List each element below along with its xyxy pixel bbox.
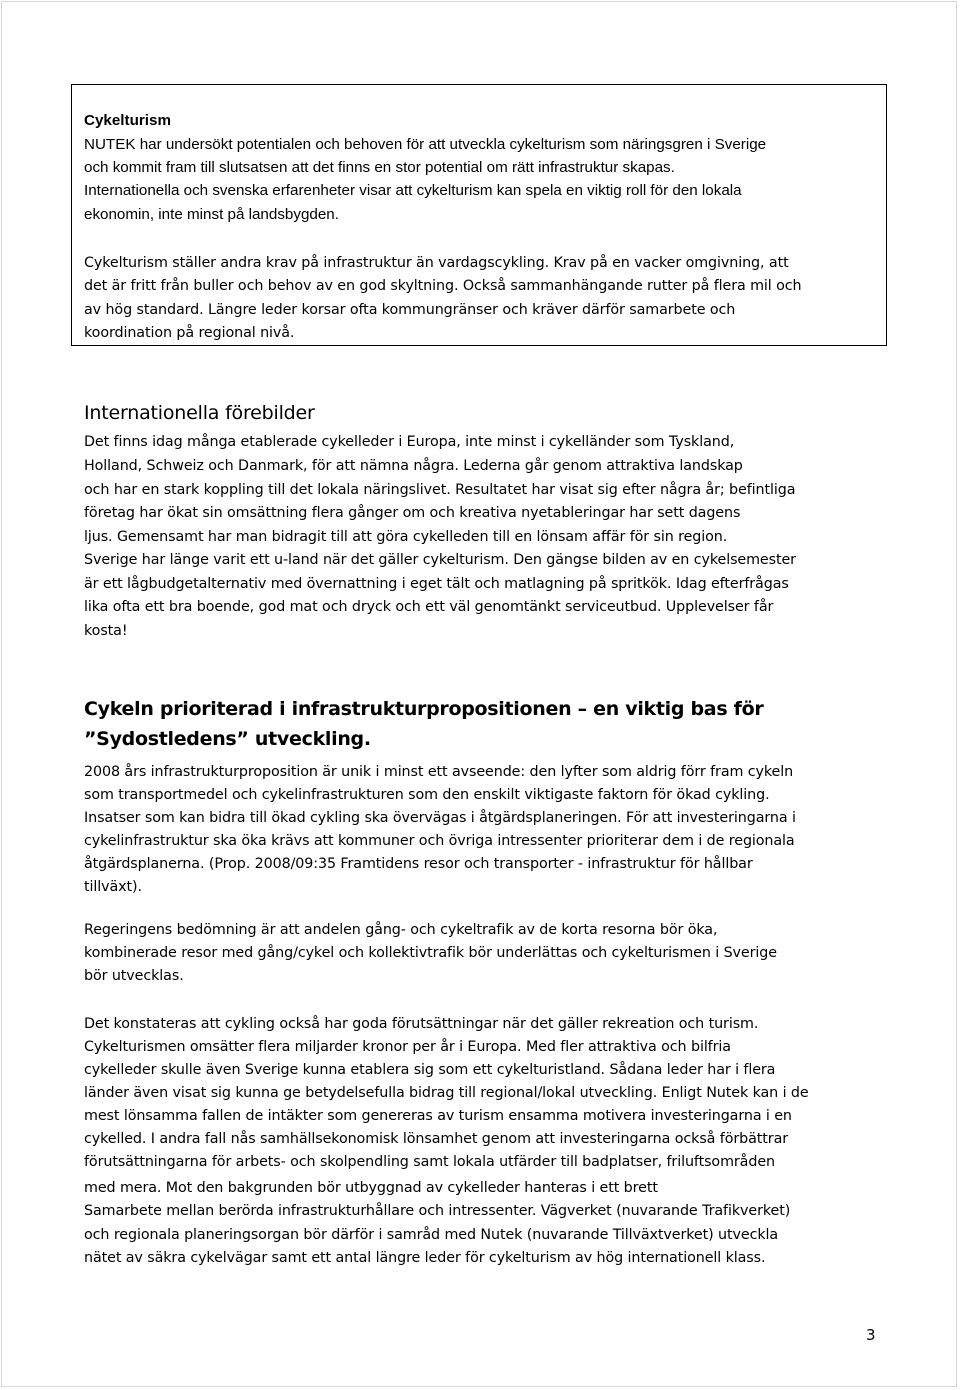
section2-para2-line: Regeringens bedömning är att andelen gång- och cykeltrafik av de korta resorna bör öka, <box>84 922 718 938</box>
box-para1-line: och kommit fram till slutsatsen att det finns en stor potential om rätt infrastruktur skapas. <box>84 159 675 176</box>
section1-line: Det finns idag många etablerade cykelleder i Europa, inte minst i cykelländer som Tyskland, <box>84 434 735 450</box>
section2-para1-line: som transportmedel och cykelinfrastrukturen som den enskilt viktigaste faktorn för ökad cykling. <box>84 787 770 803</box>
box-para2-line: det är fritt från buller och behov av en god skyltning. Också sammanhängande rutter på flera mil och <box>84 278 802 294</box>
box-para2-line: koordination på regional nivå. <box>84 325 295 341</box>
section2-para3-line: Det konstateras att cykling också har goda förutsättningar när det gäller rekreation och turism. <box>84 1016 759 1032</box>
section2-para1-line: 2008 års infrastrukturproposition är unik i minst ett avseende: den lyfter som aldrig förr fram cykeln <box>84 764 794 780</box>
section2-para3-line: och regionala planeringsorgan bör därför i samråd med Nutek (nuvarande Tillväxtverket) utveckla <box>84 1227 779 1243</box>
section2-para1-line: cykelinfrastruktur ska öka krävs att kommuner och övriga intressenter prioriterar dem i de regionala <box>84 833 795 849</box>
section1-heading: Internationella förebilder <box>84 402 315 424</box>
box-para2-line: av hög standard. Längre leder korsar ofta kommungränser och kräver därför samarbete och <box>84 302 736 318</box>
section2-para3-line: cykelled. I andra fall nås samhällsekonomisk lönsamhet genom att investeringarna också förbättrar <box>84 1131 789 1147</box>
box-para1-line: NUTEK har undersökt potentialen och behoven för att utveckla cykelturism som näringsgren i Sverige <box>84 136 767 153</box>
box-para1-line: Internationella och svenska erfarenheter visar att cykelturism kan spela en viktig roll för den lokala <box>84 182 742 199</box>
section2-para3-line: cykelleder skulle även Sverige kunna etablera sig som ett cykelturistland. Sådana leder har i flera <box>84 1062 776 1078</box>
box-para1-line: ekonomin, inte minst på landsbygden. <box>84 206 339 223</box>
section1-line: Sverige har länge varit ett u-land när det gäller cykelturism. Den gängse bilden av en cykelsemester <box>84 552 796 568</box>
section2-para3-line: länder även visat sig kunna ge betydelsefulla bidrag till regional/lokal utveckling. Enligt Nutek kan i de <box>84 1085 809 1101</box>
section2-para3-line: Samarbete mellan berörda infrastrukturhållare och intressenter. Vägverket (nuvarande Trafikverket) <box>84 1203 791 1219</box>
page-number: 3 <box>866 1326 876 1344</box>
section2-para3-line: nätet av säkra cykelvägar samt ett antal längre leder för cykelturism av hög internationell klass. <box>84 1250 766 1266</box>
section2-para3-line: mest lönsamma fallen de intäkter som genereras av turism ensamma motivera investeringarna i en <box>84 1108 792 1124</box>
section1-line: är ett lågbudgetalternativ med övernattning i eget tält och matlagning på spritkök. Idag efterfrågas <box>84 576 789 592</box>
section2-heading: Cykeln prioriterad i infrastrukturpropositionen – en viktig bas för <box>84 698 764 720</box>
section2-para2-line: bör utvecklas. <box>84 968 184 984</box>
section1-line: Holland, Schweiz och Danmark, för att nämna några. Lederna går genom attraktiva landskap <box>84 458 743 474</box>
section2-para1-line: tillväxt). <box>84 879 142 895</box>
section2-para1-line: Insatser som kan bidra till ökad cykling ska övervägas i åtgärdsplaneringen. För att investeringarna i <box>84 810 796 826</box>
section2-heading: ”Sydostledens” utveckling. <box>84 728 371 750</box>
section2-para3-line: med mera. Mot den bakgrunden bör utbyggnad av cykelleder hanteras i ett brett <box>84 1180 658 1196</box>
section1-line: och har en stark koppling till det lokala näringslivet. Resultatet har visat sig efter några år; befintliga <box>84 482 796 498</box>
section1-line: företag har ökat sin omsättning flera gånger om och kreativa nyetableringar har sett dagens <box>84 505 741 521</box>
section2-para3-line: förutsättningarna för arbets- och skolpendling samt lokala utfärder till badplatser, friluftsområden <box>84 1154 775 1170</box>
section2-para2-line: kombinerade resor med gång/cykel och kollektivtrafik bör underlättas och cykelturismen i Sverige <box>84 945 777 961</box>
box-para2-line: Cykelturism ställer andra krav på infrastruktur än vardagscykling. Krav på en vacker omgivning, att <box>84 255 789 271</box>
section2-para1-line: åtgärdsplanerna. (Prop. 2008/09:35 Framtidens resor och transporter - infrastruktur för hållbar <box>84 856 753 872</box>
section1-line: lika ofta ett bra boende, god mat och dryck och ett väl genomtänkt serviceutbud. Upplevelser får <box>84 599 774 615</box>
section1-line: ljus. Gemensamt har man bidragit till att göra cykelleden till en lönsam affär för sin region. <box>84 529 728 545</box>
box-title: Cykelturism <box>84 112 171 129</box>
section1-line: kosta! <box>84 623 128 639</box>
section2-para3-line: Cykelturismen omsätter flera miljarder kronor per år i Europa. Med fler attraktiva och bilfria <box>84 1039 731 1055</box>
